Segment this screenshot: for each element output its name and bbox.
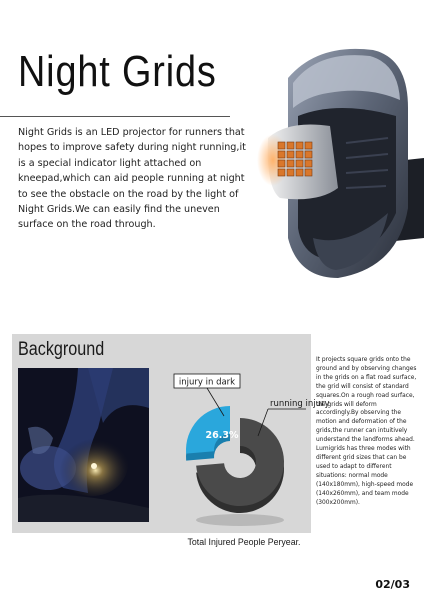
title-divider xyxy=(0,116,230,117)
page-number: 02/03 xyxy=(375,578,410,591)
description-text: It projects square grids onto the ground and by observing changes in the grids on a flat road surface, the grid will consist of standard squares.On a rough road surface, the grids will deform accordingly.By observing the motion and deformation of the grids,the runner can intuitively understand the landforms ahead. Lumigrids has three modes with different grid sizes that can be used to adapt to different situations: normal mode (140x180mm), high-speed mode (140x260mm), and team mode (300x200mm). xyxy=(316,357,417,506)
callout-label-running: running injury xyxy=(270,399,330,409)
background-panel xyxy=(12,334,330,547)
slice-data-label: 26.3% xyxy=(205,430,239,441)
callout-label-dark: injury in dark xyxy=(178,377,236,388)
intro-paragraph: Night Grids is an LED projector for runners that hopes to improve safety during night running,it is a special indicator light attached on kneepad,which can aid people running at night to see the obstacle on the road by the light of Night Grids.We can easily find the uneven surface on the road through. xyxy=(18,127,246,231)
background-heading: Background xyxy=(18,339,105,360)
kneepad-illustration xyxy=(258,38,424,288)
injury-donut-chart xyxy=(152,364,330,547)
night-running-photo xyxy=(18,368,149,522)
chart-shadow xyxy=(196,514,284,526)
page-title: Night Grids xyxy=(18,47,217,96)
chart-title: Total Injured People Peryear. xyxy=(187,537,301,547)
